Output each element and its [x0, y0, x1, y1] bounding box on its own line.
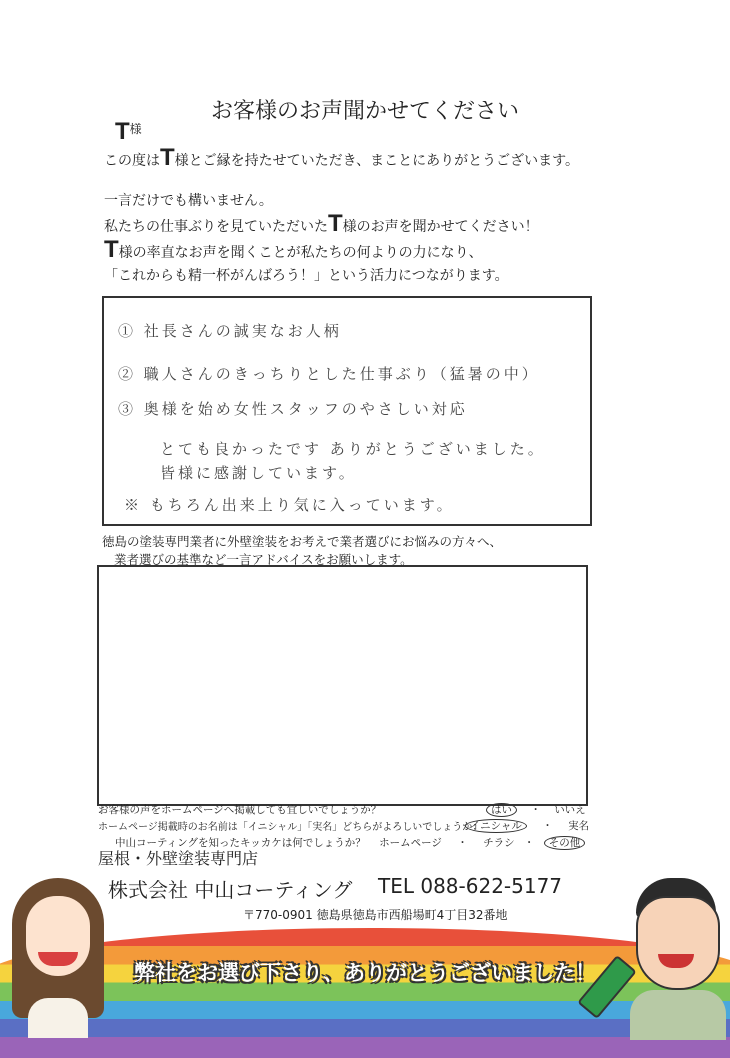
honorific: 様: [129, 122, 142, 136]
option-homepage: ホームページ: [379, 837, 442, 849]
separator: ・: [542, 820, 553, 832]
feedback-line: 皆様に感謝しています。: [160, 464, 357, 482]
feedback-line: とても良かったです ありがとうございました。: [160, 440, 546, 458]
feedback-line: ① 社長さんの誠実なお人柄: [118, 322, 342, 340]
customer-initial: T: [160, 144, 175, 171]
separator: ・: [457, 837, 468, 849]
page-title: お客様のお声聞かせてください: [210, 99, 519, 124]
publish-options: [486, 802, 586, 817]
line2-prefix: 私たちの仕事ぶりを見ていただいた: [104, 219, 328, 235]
paragraph-line-1: 一言だけでも構いません。: [104, 193, 273, 209]
line2-suffix: 様のお声を聞かせてください！: [342, 219, 539, 235]
paragraph-line-3: [104, 238, 483, 262]
name-options: [465, 818, 589, 833]
company-tel: TEL 088-622-5177: [378, 874, 563, 898]
banner-text: 弊社をお選び下さり、ありがとうございました！: [134, 961, 596, 985]
feedback-line: ③ 奥様を始め女性スタッフのやさしい対応: [118, 400, 468, 418]
question-source-text: 中山コーティングを知ったキッカケは何でしょうか？: [115, 837, 366, 849]
option-other: その他: [544, 836, 586, 850]
intro-suffix: 様とご縁を持たせていただき、まことにありがとうございます。: [174, 153, 579, 169]
line3-suffix: 様の率直なお声を聞くことが私たちの何よりの力になり、: [118, 245, 483, 261]
advice-prompt-1: 徳島の塗装専門業者に外壁塗装をお考えで業者選びにお悩みの方々へ、: [102, 534, 503, 549]
staff-man-illustration: [620, 872, 728, 1032]
intro-line: [104, 146, 579, 170]
option-initial: イニシャル: [465, 819, 527, 833]
company-address: 〒770-0901 徳島県徳島市西船場町4丁目32番地: [243, 908, 508, 922]
company-name: 株式会社 中山コーティング: [108, 878, 353, 902]
feedback-line: ② 職人さんのきっちりとした仕事ぶり（猛暑の中）: [118, 365, 540, 383]
customer-initial: T: [328, 210, 343, 237]
staff-woman-illustration: [8, 868, 108, 1032]
separator: ・: [523, 837, 535, 849]
separator: ・: [530, 804, 541, 816]
customer-initial: T: [115, 118, 130, 145]
paragraph-line-2: [104, 212, 539, 236]
option-yes: はい: [486, 803, 517, 817]
feedback-line: ※ もちろん出来上り気に入っています。: [124, 496, 455, 514]
question-publish: お客様の声をホームページへ掲載しても宜しいでしょうか？: [98, 804, 382, 816]
paragraph-line-4: 「これからも精一杯がんばろう！」という活力につながります。: [104, 268, 509, 284]
intro-prefix: この度は: [104, 153, 160, 169]
advice-box: [97, 565, 588, 806]
option-flyer: チラシ: [483, 837, 515, 849]
company-tagline: 屋根・外壁塗装専門店: [98, 849, 259, 868]
customer-initial: T: [104, 236, 119, 263]
customer-name: [115, 120, 142, 144]
option-no: いいえ: [554, 804, 586, 816]
advice-prompt-2: 業者選びの基準など一言アドバイスをお願いします。: [114, 552, 413, 567]
question-name: ホームページ掲載時のお名前は「イニシャル」「実名」どちらがよろしいでしょうか：: [98, 822, 483, 833]
option-real-name: 実名: [568, 820, 590, 832]
